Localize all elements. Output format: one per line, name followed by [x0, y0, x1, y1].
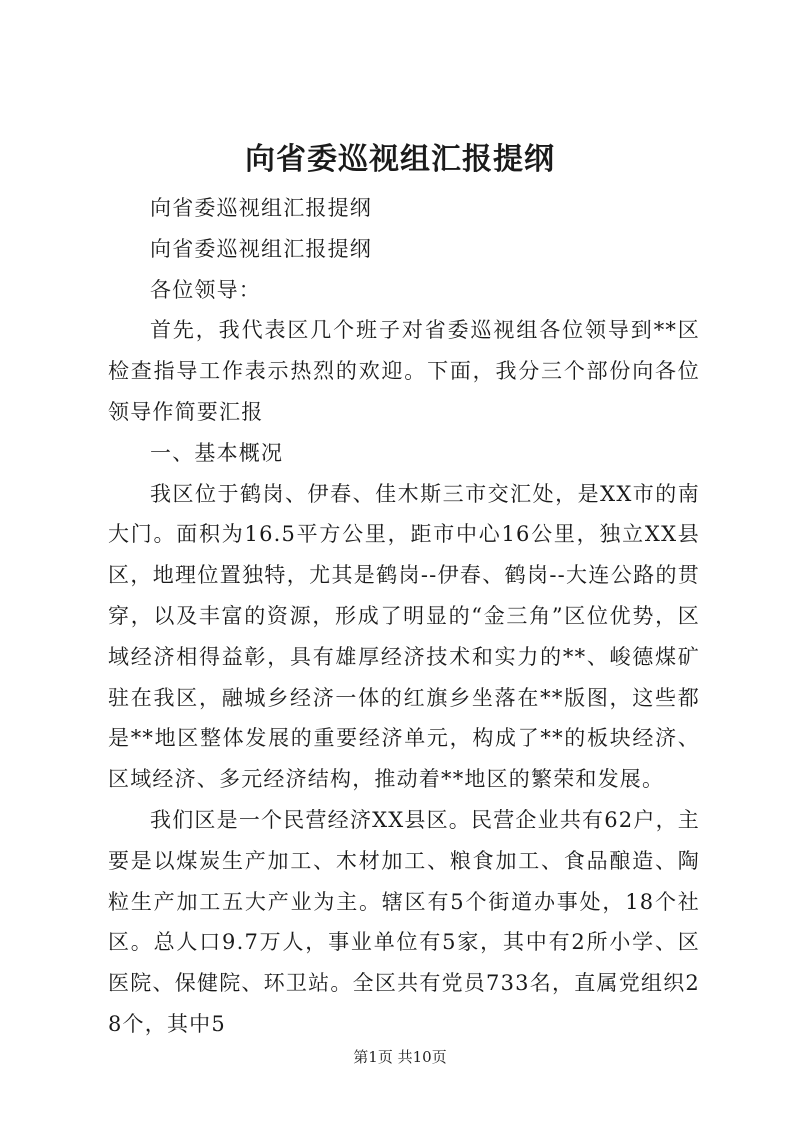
paragraph-location: 我区位于鹤岗、伊春、佳木斯三市交汇处，是XX市的南大门。面积为16.5平方公里，距市中心16公里，独立XX县区，地理位置独特，尤其是鹤岗--伊春、鹤岗--大连公路的贯穿，以及丰富的资源，形成了明显的“金三角”区位优势，区域经济相得益彰，具有雄厚经济技术和实力的**、峻德煤矿驻在我区，融城乡经济一体的红旗乡坐落在**版图，这些都是**地区整体发展的重要经济单元，构成了**的板块经济、区域经济、多元经济结构，推动着**地区的繁荣和发展。	[108, 481, 700, 792]
paragraph-opening: 首先，我代表区几个班子对省委巡视组各位领导到**区检查指导工作表示热烈的欢迎。下面，我分三个部份向各位领导作简要汇报	[108, 318, 700, 424]
paragraph-salutation: 各位领导：	[150, 277, 261, 302]
section-heading-overview: 一、基本概况	[150, 440, 284, 465]
paragraph-economy: 我们区是一个民营经济XX县区。民营企业共有62户，主要是以煤炭生产加工、木材加工、粮食加工、食品酿造、陶粒生产加工五大产业为主。辖区有5个街道办事处，18个社区。总人口9.7万人，事业单位有5家，其中有2所小学、区医院、保健院、环卫站。全区共有党员733名，直属党组织28个，其中5	[108, 807, 700, 1036]
document-title: 向省委巡视组汇报提纲	[245, 142, 555, 177]
page-number-footer: 第1页 共10页	[353, 1048, 447, 1066]
paragraph-subtitle-2: 向省委巡视组汇报提纲	[150, 236, 372, 261]
document-body	[108, 188, 700, 1045]
paragraph-subtitle-1: 向省委巡视组汇报提纲	[150, 196, 372, 220]
